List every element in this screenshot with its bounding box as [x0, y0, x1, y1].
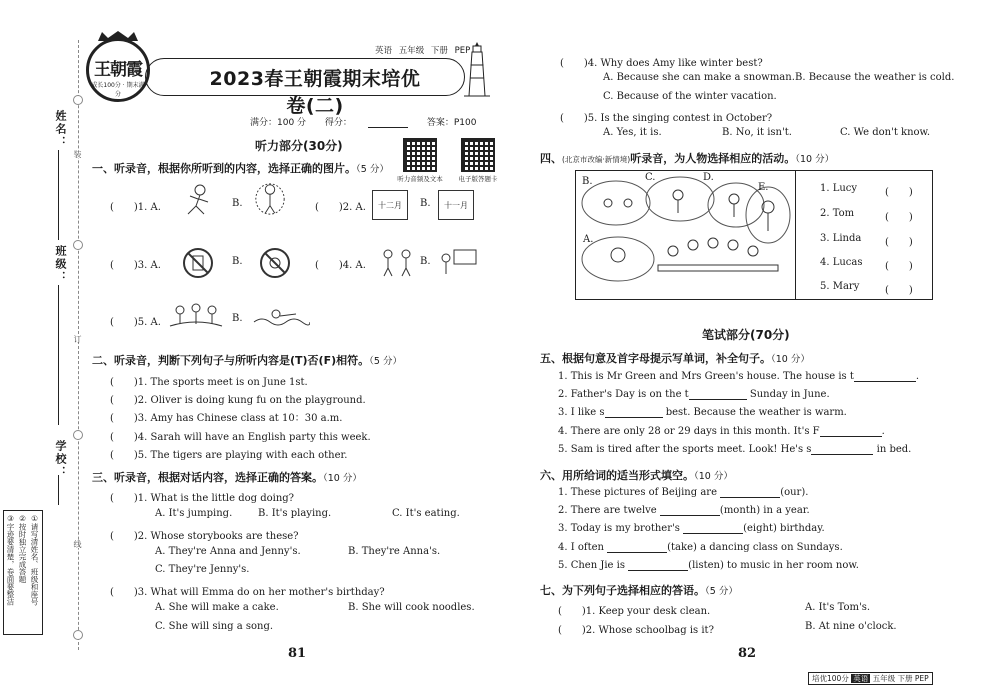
- s5-item-1[interactable]: 1. This is Mr Green and Mrs Green's house. The house is t .: [558, 371, 920, 382]
- person-linda: 3. Linda: [820, 233, 862, 244]
- s6-item-1[interactable]: 1. These pictures of Beijing are (our).: [558, 487, 809, 498]
- s3-q3-c[interactable]: C. She will sing a song.: [155, 621, 274, 632]
- no-sign-icon: [178, 246, 218, 280]
- s3-q3-a[interactable]: A. She will make a cake.: [155, 602, 279, 613]
- binding-hole: [73, 630, 83, 640]
- s3-q4-a[interactable]: A. Because she can make a snowman.: [603, 72, 795, 83]
- note-1: ①请写清姓名、班级和座号: [30, 514, 39, 606]
- s1-item-2[interactable]: ( )2. A.: [315, 202, 366, 213]
- s2-item-3[interactable]: ( )3. Amy has Chinese class at 10：30 a.m.: [110, 413, 343, 424]
- s7-q1[interactable]: ( )1. Keep your desk clean.: [558, 606, 711, 617]
- cut-mark: 线: [73, 540, 82, 548]
- s2-item-2[interactable]: ( )2. Oliver is doing kung fu on the playground.: [110, 395, 366, 406]
- score-line: [250, 115, 510, 128]
- note-3: ③字迹要清楚，卷面要整洁: [6, 514, 15, 606]
- jump-rope-icon: [250, 182, 290, 216]
- school-blank: [58, 475, 59, 505]
- listening-title: 听力部分(30分): [255, 139, 343, 153]
- kids-playing-icon: [378, 246, 418, 280]
- s6-item-5[interactable]: 5. Chen Jie is (listen) to music in her room now.: [558, 560, 859, 571]
- s1-item-3-b[interactable]: B.: [232, 256, 243, 267]
- activity-label-c: C.: [645, 172, 656, 183]
- section-1-head: 一、听录音，根据你所听到的内容，选择正确的图片。（5 分）: [92, 162, 389, 175]
- s3-q1-a[interactable]: A. It's jumping.: [155, 508, 233, 519]
- answer-tom[interactable]: ( ): [885, 212, 913, 223]
- brand-logo: [86, 38, 150, 102]
- s7-a2[interactable]: B. At nine o'clock.: [805, 621, 897, 632]
- note-2: ②按时独立完成答题: [18, 514, 27, 583]
- s3-q1[interactable]: ( )1. What is the little dog doing?: [110, 493, 295, 504]
- s1-item-2-b[interactable]: B.: [420, 198, 431, 209]
- section-3-head: 三、听录音，根据对话内容，选择正确的答案。（10 分）: [92, 471, 362, 484]
- exam-title: 2023春王朝霞期末培优卷(二): [209, 68, 421, 117]
- logo-text: 王朝霞: [94, 60, 142, 80]
- s6-item-2[interactable]: 2. There are twelve (month) in a year.: [558, 505, 810, 516]
- s7-q2[interactable]: ( )2. Whose schoolbag is it?: [558, 625, 714, 636]
- s3-q2-a[interactable]: A. They're Anna and Jenny's.: [155, 546, 301, 557]
- binding-hole: [73, 240, 83, 250]
- s3-q4-c[interactable]: C. Because of the winter vacation.: [603, 91, 777, 102]
- s3-q5[interactable]: ( )5. Is the singing contest in October?: [560, 113, 773, 124]
- s3-q2[interactable]: ( )2. Whose storybooks are these?: [110, 531, 299, 542]
- section-5-head: 五、根据句意及首字母提示写单词，补全句子。（10 分）: [540, 352, 810, 365]
- classroom-icon: [438, 246, 478, 280]
- logo-subtext: 成长100分 · 期末满分: [91, 82, 145, 98]
- s3-q5-a[interactable]: A. Yes, it is.: [603, 127, 662, 138]
- s2-item-4[interactable]: ( )4. Sarah will have an English party this week.: [110, 432, 371, 443]
- cut-line: [78, 40, 79, 650]
- s3-q2-b[interactable]: B. They're Anna's.: [348, 546, 441, 557]
- s3-q5-c[interactable]: C. We don't know.: [840, 127, 931, 138]
- school-label: 学校：: [54, 440, 67, 479]
- answer-page: 答案：P100: [426, 118, 477, 128]
- exam-notes: [3, 510, 43, 635]
- s5-item-4[interactable]: 4. There are only 28 or 29 days in this month. It's F .: [558, 426, 885, 437]
- person-lucy: 1. Lucy: [820, 183, 858, 194]
- s1-item-4[interactable]: ( )4. A.: [315, 260, 366, 271]
- class-blank: [58, 285, 59, 425]
- running-boy-icon: [178, 184, 218, 218]
- lighthouse-icon: [462, 40, 492, 100]
- page-number-left: 81: [288, 646, 307, 661]
- s3-q1-b[interactable]: B. It's playing.: [258, 508, 332, 519]
- qr-answer-sheet[interactable]: 电子版答题卡: [461, 138, 508, 183]
- answer-lucas[interactable]: ( ): [885, 261, 913, 272]
- s1-item-4-b[interactable]: B.: [420, 256, 431, 267]
- cut-mark: 装: [73, 150, 82, 158]
- section-6-head: 六、用所给词的适当形式填空。（10 分）: [540, 469, 733, 482]
- s5-item-2[interactable]: 2. Father's Day is on the t Sunday in June.: [558, 389, 830, 400]
- s1-item-1[interactable]: ( )1. A.: [110, 202, 161, 213]
- activity-label-b: B.: [582, 176, 593, 187]
- s5-item-5[interactable]: 5. Sam is tired after the sports meet. Look! He's s in bed.: [558, 444, 912, 455]
- s3-q4[interactable]: ( )4. Why does Amy like winter best?: [560, 58, 763, 69]
- calendar-icon: 十二月: [372, 190, 408, 220]
- person-lucas: 4. Lucas: [820, 257, 863, 268]
- s1-item-1-b[interactable]: B.: [232, 198, 243, 209]
- s3-q3-b[interactable]: B. She will cook noodles.: [348, 602, 475, 613]
- person-mary: 5. Mary: [820, 281, 860, 292]
- name-label: 姓名：: [54, 110, 67, 149]
- person-tom: 2. Tom: [820, 208, 855, 219]
- s3-q1-c[interactable]: C. It's eating.: [392, 508, 460, 519]
- full-score: 满分：100 分: [250, 118, 307, 128]
- answer-linda[interactable]: ( ): [885, 237, 913, 248]
- binding-hole: [73, 95, 83, 105]
- binding-hole: [73, 430, 83, 440]
- cut-mark: 订: [73, 335, 82, 343]
- activity-label-e: E.: [758, 182, 769, 193]
- class-label: 班级：: [54, 245, 67, 284]
- s5-item-3[interactable]: 3. I like s best. Because the weather is warm.: [558, 407, 847, 418]
- qr-audio[interactable]: 听力音频及文本: [403, 138, 450, 183]
- activity-label-a: A.: [583, 234, 594, 245]
- s1-item-5-b[interactable]: B.: [232, 313, 243, 324]
- s2-item-1[interactable]: ( )1. The sports meet is on June 1st.: [110, 377, 308, 388]
- section-2-head: 二、听录音，判断下列句子与所听内容是(T)否(F)相符。（5 分）: [92, 354, 402, 367]
- qr-code-icon: [461, 138, 495, 172]
- s3-q2-c[interactable]: C. They're Jenny's.: [155, 564, 250, 575]
- s1-item-5[interactable]: ( )5. A.: [110, 317, 161, 328]
- calendar-icon: 十一月: [438, 190, 474, 220]
- written-title: 笔试部分(70分): [702, 328, 790, 342]
- sports-meet-icon: [168, 296, 224, 336]
- page-number-right: 82: [738, 646, 757, 661]
- s7-a1[interactable]: A. It's Tom's.: [805, 602, 871, 613]
- qr-code-icon: [403, 138, 437, 172]
- s3-q3[interactable]: ( )3. What will Emma do on her mother's birthday?: [110, 587, 385, 598]
- section-7-head: 七、为下列句子选择相应的答语。（5 分）: [540, 584, 738, 597]
- activity-label-d: D.: [703, 172, 714, 183]
- activity-divider: [795, 170, 796, 300]
- s3-q5-b[interactable]: B. No, it isn't.: [722, 127, 792, 138]
- answer-mary[interactable]: ( ): [885, 285, 913, 296]
- s6-item-3[interactable]: 3. Today is my brother's (eight) birthday.: [558, 523, 825, 534]
- score-field[interactable]: 得分：: [325, 118, 408, 128]
- section-4-head: 四、(北京市改编·新情境)听录音，为人物选择相应的活动。（10 分）: [540, 152, 835, 165]
- footer-series-tag: 培优100分 英语 五年级 下册 PEP: [808, 672, 933, 685]
- name-blank: [58, 150, 59, 240]
- s6-item-4[interactable]: 4. I often (take) a dancing class on Sundays.: [558, 542, 843, 553]
- s1-item-3[interactable]: ( )3. A.: [110, 260, 161, 271]
- swimming-icon: [252, 302, 310, 332]
- answer-lucy[interactable]: ( ): [885, 187, 913, 198]
- no-sign-icon: [255, 246, 295, 280]
- subject-tags: 英语 五年级 下册 PEP: [375, 46, 471, 56]
- s2-item-5[interactable]: ( )5. The tigers are playing with each other.: [110, 450, 348, 461]
- s3-q4-b[interactable]: B. Because the weather is cold.: [795, 72, 955, 83]
